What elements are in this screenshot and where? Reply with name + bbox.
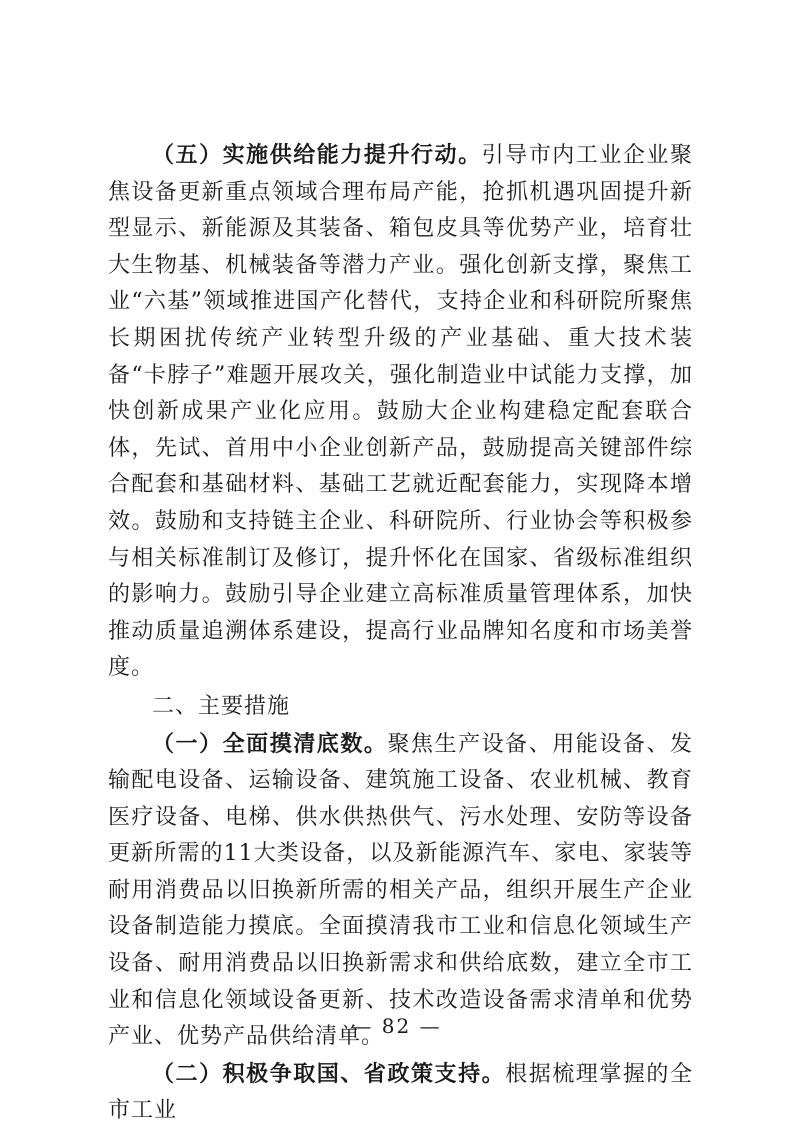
paragraph-body: 聚焦生产设备、用能设备、发输配电设备、运输设备、建筑施工设备、农业机械、教育医疗设备、电梯、供水供热供气、污水处理、安防等设备更新所需的11大类设备，以及新能源汽车、家电、家装等耐用消费品以旧换新所需的相关产品，组织开展生产企业设备制造能力摸底。全面摸清我市工业和信息化领域生产设备、耐用消费品以旧换新需求和供给底数，建立全市工业和信息化领域设备更新、技术改造设备需求清单和优势产业、优势产品供给清单。 (108, 731, 693, 1050)
paragraph-heading: （五）实施供给能力提升行动。 (152, 142, 482, 168)
document-page (108, 137, 693, 1130)
paragraph-supply-capacity (108, 137, 693, 687)
paragraph-body: 引导市内工业企业聚焦设备更新重点领域合理布局产能，抢抓机遇巩固提升新型显示、新能源及其装备、箱包皮具等优势产业，培育壮大生物基、机械装备等潜力产业。强化创新支撑，聚焦工业“六基”领域推进国产化替代，支持企业和科研院所聚焦长期困扰传统产业转型升级的产业基础、重大技术装备“卡脖子”难题开展攻关，强化制造业中试能力支撑，加快创新成果产业化应用。鼓励大企业构建稳定配套联合体，先试、首用中小企业创新产品，鼓励提高关键部件综合配套和基础材料、基础工艺就近配套能力，实现降本增效。鼓励和支持链主企业、科研院所、行业协会等积极参与相关标准制订及修订，提升怀化在国家、省级标准组织的影响力。鼓励引导企业建立高标准质量管理体系，加快推动质量追溯体系建设，提高行业品牌知名度和市场美誉度。 (108, 143, 693, 681)
paragraph-body: 根据梳理掌握的全市工业 (108, 1061, 693, 1124)
paragraph-survey (108, 726, 693, 1056)
paragraph-heading: （二）积极争取国、省政策支持。 (152, 1060, 506, 1087)
paragraph-heading: （一）全面摸清底数。 (152, 730, 388, 757)
paragraph-policy-support (108, 1056, 693, 1130)
page-number: — 82 — (351, 1014, 442, 1038)
section-title: 二、主要措施 (152, 693, 291, 719)
